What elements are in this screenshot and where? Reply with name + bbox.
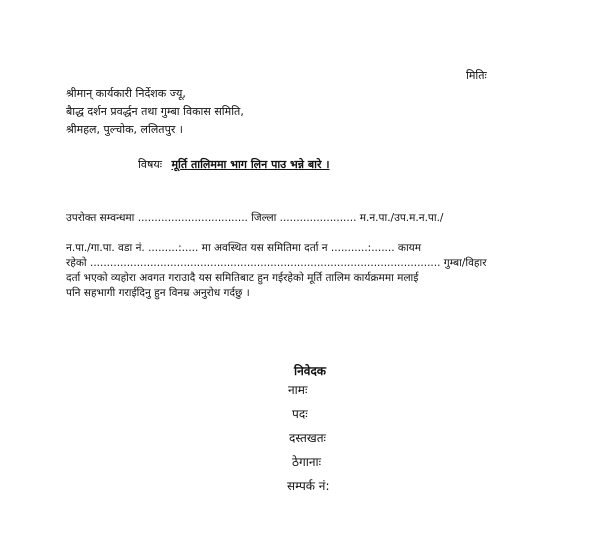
date-label: मितिः [466, 69, 487, 82]
post-label: पदः [292, 407, 308, 421]
subject-line [138, 157, 330, 172]
contact-number-label: सम्पर्क नं: [287, 479, 330, 493]
body-line-3: रहेको ......................................................................................................... गुम्बा/विहार [66, 257, 487, 269]
body-line-4: दर्ता भएको व्यहोरा अवगत गराउादै यस समितिबाट हुन गईरहेको मूर्ति तालिम कार्यक्रममा मलाई [66, 272, 419, 284]
addressee-line-1: श्रीमान् कार्यकारी निर्देशक ज्यू, [66, 87, 186, 100]
subject-label: विषयः [138, 158, 162, 171]
body-line-1: उपरोक्त सम्वन्धमा ................................. जिल्ला ....................... म.न.पा./उप.म.न.पा./ [66, 212, 444, 224]
addressee-line-3: श्रीमहल, पुल्चोक, ललितपुर । [66, 123, 183, 136]
body-line-5: पनि सहभागी गराईदिनु हुन विनम्र अनुरोध गर्दछु । [66, 287, 250, 299]
address-label: ठेगानाः [292, 455, 322, 469]
addressee-line-2: बैाद्ध दर्शन प्रवर्द्धन तथा गुम्बा विकास समिति, [66, 105, 244, 118]
body-line-2: न.पा./गा.पा. वडा नं. .........:..... मा अवस्थित यस समितिमा दर्ता न ...........:....... कायम [66, 242, 422, 254]
applicant-heading: निवेदक [294, 364, 327, 378]
subject-text: मूर्ति तालिममा भाग लिन पाउ भन्ने बारे । [171, 158, 330, 171]
name-label: नामः [288, 383, 308, 397]
signature-label: दस्तखतः [289, 431, 326, 445]
